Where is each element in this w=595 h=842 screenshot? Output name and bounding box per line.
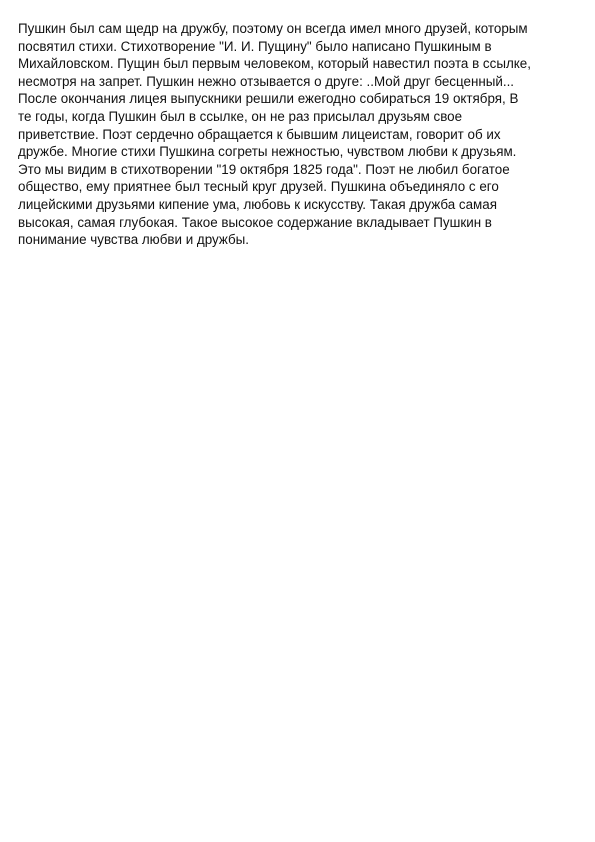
text-line: общество, ему приятнее был тесный круг друзей. Пушкина объединяло с его [18, 179, 499, 195]
text-line: Это мы видим в стихотворении "19 октября 1825 года". Поэт не любил богатое [18, 161, 510, 177]
text-line: понимание чувства любви и дружбы. [18, 232, 249, 248]
text-line: посвятил стихи. Стихотворение "И. И. Пущину" было написано Пушкиным в [18, 38, 492, 54]
text-line: После окончания лицея выпускники решили ежегодно собираться 19 октября, В [18, 91, 519, 107]
text-line: Михайловском. Пущин был первым человеком, который навестил поэта в ссылке, [18, 56, 531, 72]
text-line: высокая, самая глубокая. Такое высокое содержание вкладывает Пушкин в [18, 214, 492, 230]
text-line: лицейскими друзьями кипение ума, любовь к искусству. Такая дружба самая [18, 196, 497, 212]
text-line: приветствие. Поэт сердечно обращается к бывшим лицеистам, говорит об их [18, 126, 501, 142]
document-text [18, 20, 578, 249]
text-line: несмотря на запрет. Пушкин нежно отзывается о друге: ..Мой друг бесценный... [18, 73, 515, 89]
text-line: те годы, когда Пушкин был в ссылке, он не раз присылал друзьям свое [18, 108, 463, 124]
text-line: дружбе. Многие стихи Пушкина согреты нежностью, чувством любви к друзьям. [18, 144, 517, 160]
text-line: Пушкин был сам щедр на дружбу, поэтому он всегда имел много друзей, которым [18, 21, 528, 36]
